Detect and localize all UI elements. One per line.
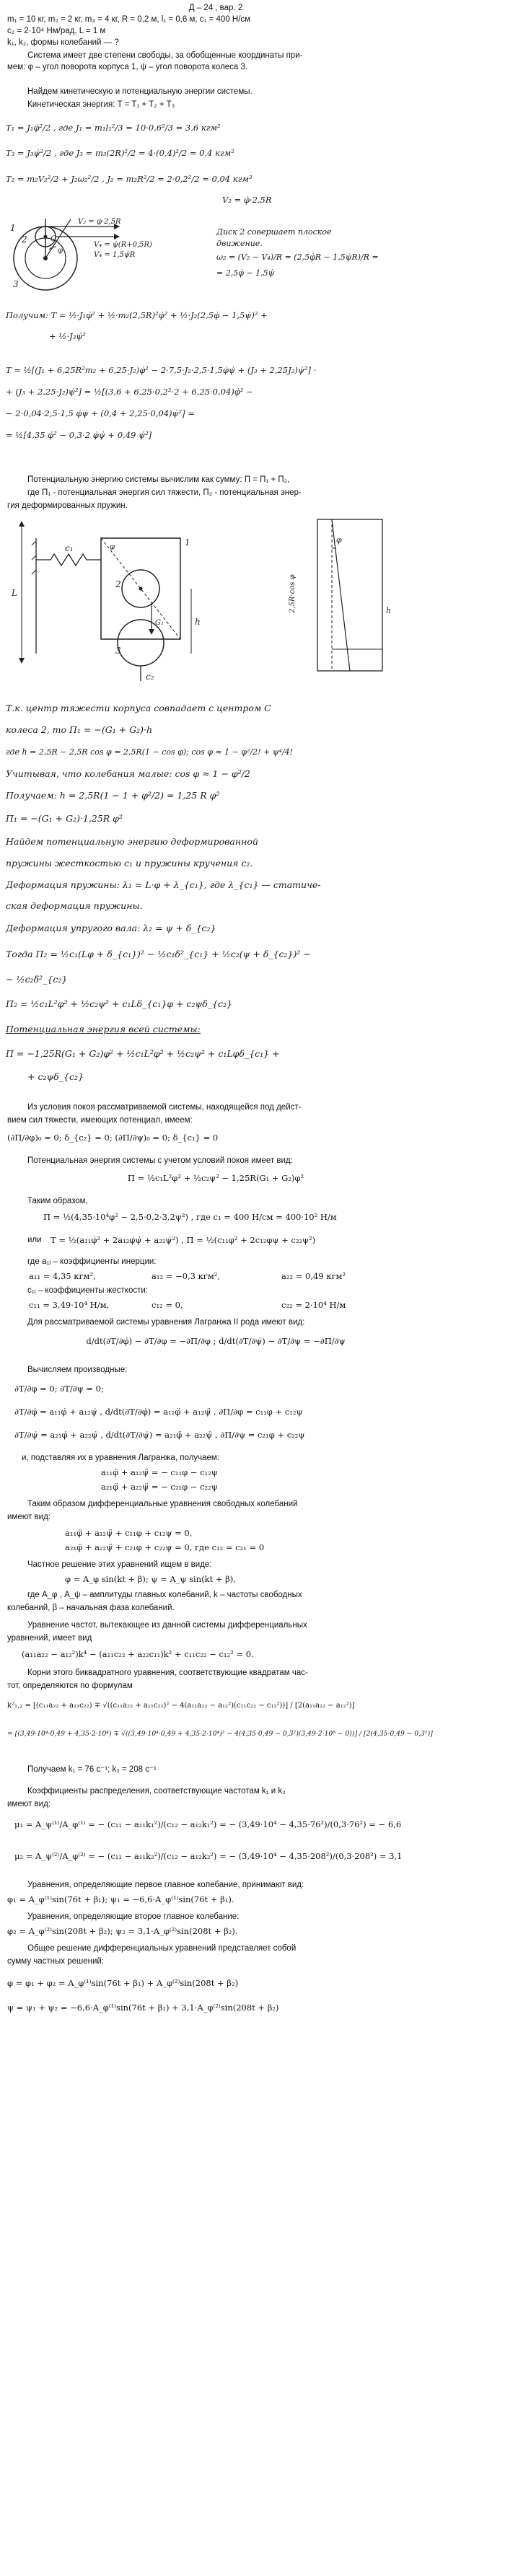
label-n2: 2 <box>115 579 121 589</box>
stiff-c12: c₁₂ = 0, <box>152 1300 183 1310</box>
rest-formula-3: T = ½(a₁₁φ̇² + 2a₁₂φ̇ψ̇ + a₂₂ψ̇²) , П = ½(c₁₁φ² + 2c₁₂φψ + c₂₂ψ²) <box>51 1235 316 1245</box>
spring-c1 <box>36 554 101 566</box>
label-1: 1 <box>10 223 16 233</box>
general-text-1: Общее решение дифференциальных уравнений представляет собой <box>27 1944 297 1953</box>
rest-text-2: вием сил тяжести, имеющих потенциал, имеем: <box>7 1116 193 1125</box>
intro-line-1: Система имеет две степени свободы, за обобщенные координаты при- <box>27 51 303 60</box>
roots-formula: k²₁,₂ = [(c₁₁a₂₂ + a₁₁c₂₂) ∓ √((c₁₁a₂₂ + a₁₁c₂₂)² − 4(a₁₁a₂₂ − a₁₂²)(c₁₁c₂₂ − c₁₂²))] / [2(a₁₁a₂₂ − a₁₂²)] <box>7 1702 355 1710</box>
label-L: L <box>12 588 17 598</box>
note-line: Диск 2 совершает плоское <box>216 227 332 237</box>
second-mode-eq: φ₂ = A_φ⁽²⁾sin(208t + β₂); ψ₂ = 3,1·A_φ⁽²⁾sin(208t + β₂). <box>7 1926 238 1936</box>
first-mode-eq: φ₁ = A_φ⁽¹⁾sin(76t + β₁); ψ₁ = −6,6·A_φ⁽¹⁾sin(76t + β₁). <box>7 1894 234 1904</box>
label-h: h <box>195 617 201 627</box>
result-2: a₂₁φ̈ + a₂₂ψ̈ = − c₂₁φ − c₂₂ψ <box>101 1482 218 1492</box>
kinetic-hw3-line: = ½[4,35 φ̇² − 0,3·2 φ̇ψ̇ + 0,49 ψ̇²] <box>6 430 152 440</box>
potential-hw-line: Т.к. центр тяжести корпуса совпадает с центром C <box>6 703 271 713</box>
potential-hw-line: пружины жесткостью c₁ и пружины кручения c₂. <box>6 858 253 869</box>
system-1: a₁₁φ̈ + a₁₂ψ̈ + c₁₁φ + c₁₂ψ = 0, <box>65 1528 193 1538</box>
figure-wheels <box>6 215 172 298</box>
stiffness-label: c₁ⱼ – коэффициенты жесткости: <box>27 1286 148 1295</box>
kinetic-hw2-line: + ½·J₃ψ̇² <box>49 331 86 341</box>
kinetic-hw3-line: T = ½[(J₁ + 6,25R²m₂ + 6,25·J₂)φ̇² − 2·7,5·J₂·2,5·1,5φ̇ψ̇ + (J₃ + 2,25J₂)ψ̇²] · <box>6 365 317 375</box>
first-mode-text: Уравнения, определяющие первое главное колебание, принимают вид: <box>27 1881 304 1889</box>
potential-text-3: гия деформированных пружин. <box>7 501 128 510</box>
coeff-text-1: Коэффициенты распределения, соответствующие частотам k₁ и k₂ <box>27 1787 286 1795</box>
figure-angle <box>274 505 426 685</box>
rest-text-1: Из условия покоя рассматриваемой системы, находящейся под дейст- <box>27 1103 302 1112</box>
kinetic-hw-line: V₂ = φ̇·2,5R <box>222 195 272 205</box>
potential-hw-line: колеса 2, то П₁ = −(G₁ + G₂)·h <box>6 724 153 735</box>
lagrange-equations: d/dt(∂T/∂φ̇) − ∂T/∂φ = −∂П/∂φ ; d/dt(∂T/∂ψ̇) − ∂T/∂ψ = −∂П/∂ψ <box>86 1336 346 1346</box>
solution-where-2: колебаний, β – начальная фаза колебаний. <box>7 1604 175 1612</box>
label-c: C <box>51 235 56 243</box>
potential-hw-line: Учитывая, что колебания малые: cos φ ≈ 1 − φ²/2 <box>6 768 250 779</box>
label-n3: 3 <box>115 646 121 656</box>
label-phi: φ <box>58 247 63 255</box>
arrow-head <box>114 234 120 239</box>
rest-formula-2: П = ½(4,35·10⁴φ² − 2,5·0,2·3,2ψ²) , где c₁ = 400 Н/см = 400·10² Н/м <box>43 1212 337 1222</box>
coeff-text-2: имеют вид: <box>7 1800 51 1808</box>
body-outline <box>317 519 382 671</box>
lagrange-text: Для рассматриваемой системы уравнения Лагранжа II рода имеют вид: <box>27 1318 305 1327</box>
mu-2: μ₂ = A_ψ⁽²⁾/A_φ⁽²⁾ = − (c₁₁ − a₁₁k₂²)/(c₁₂ − a₁₂k₂²) = − (3,49·10⁴ − 4,35·208²)/(0,3·208²) = 3,1 <box>14 1851 403 1861</box>
label-h-2: h <box>386 606 392 615</box>
label-c2: c₂ <box>146 672 154 682</box>
general-1: φ = φ₁ + φ₂ = A_φ⁽¹⁾sin(76t + β₁) + A_φ⁽²⁾sin(208t + β₂) <box>7 1978 239 1988</box>
kinetic-hw-line: T₃ = J₃ψ̇²/2 , где J₃ = m₃(2R)²/2 = 4·(0,4)²/2 = 0,4 кгм² <box>6 148 234 158</box>
potential-text-1: Потенциальную энергию системы вычислим как сумму: П = П₁ + П₂, <box>27 475 290 484</box>
derivs-label: Вычисляем производные: <box>27 1366 128 1374</box>
potential-hw-line: Получаем: h = 2,5R(1 − 1 + φ²/2) = 1,25 R φ² <box>6 790 220 801</box>
label-v2: V₂ = φ̇·2,5R <box>78 218 121 226</box>
label-n1: 1 <box>185 537 190 548</box>
general-2: ψ = ψ₁ + ψ₂ = −6,6·A_φ⁽¹⁾sin(76t + β₁) + 3,1·A_φ⁽²⁾sin(208t + β₂) <box>7 2003 279 2013</box>
kinetic-handwritten-1 <box>6 115 427 208</box>
stiff-c11: c₁₁ = 3,49·10⁴ Н/м, <box>29 1300 110 1310</box>
label-2: 2 <box>22 234 27 245</box>
potential-hw-line: + c₂ψδ_{c₂} <box>27 1071 84 1082</box>
potential-hw-line: ская деформация пружины. <box>6 900 143 911</box>
label-g: G₁ <box>155 619 164 627</box>
solution-where-1: где A_φ , A_ψ – амплитуды главных колебаний, k – частоты свободных <box>27 1591 302 1599</box>
given-line-2: c₂ = 2·10⁴ Нм/рад, L = 1 м <box>7 27 106 35</box>
rest-or: или <box>27 1236 42 1244</box>
general-text-2: сумму частных решений: <box>7 1957 105 1966</box>
kinetic-handwritten-2 <box>6 303 427 345</box>
potential-handwritten <box>6 698 427 1088</box>
angle-arc <box>49 247 56 250</box>
label-r: 2,5R·cos φ <box>289 574 297 613</box>
note-line: движение. <box>216 239 263 248</box>
figure-mechanism <box>7 516 216 682</box>
mu-1: μ₁ = A_ψ⁽¹⁾/A_φ⁽¹⁾ = − (c₁₁ − a₁₁k₁²)/(c₁₂ − a₁₂k₁²) = − (3,49·10⁴ − 4,35·76²)/(0,3·76²) = − 6,6 <box>14 1819 402 1829</box>
got-frequencies: Получаем k₁ = 76 с⁻¹; k₂ = 208 с⁻¹ <box>27 1765 157 1774</box>
potential-hw-line: Деформация упругого вала: λ₂ = ψ + δ_{c₂} <box>6 923 216 933</box>
freq-equation: (a₁₁a₂₂ − a₁₂²)k⁴ − (a₁₁c₂₂ + a₂₂c₁₁)k² + c₁₁c₂₂ − c₁₂² = 0. <box>22 1649 254 1659</box>
kinetic-hw3-line: − 2·0,04·2,5·1,5 φ̇ψ̇ + (0,4 + 2,25·0,04)ψ̇²] = <box>6 408 195 418</box>
inertia-a12: a₁₂ = −0,3 кгм², <box>152 1271 221 1281</box>
label-phi-2: φ <box>336 535 342 545</box>
given-line-1: m₁ = 10 кг, m₂ = 2 кг, m₃ = 4 кг, R = 0,2 м, l₁ = 0,6 м, c₁ = 400 Н/см <box>7 15 251 24</box>
stiff-c22: c₂₂ = 2·10⁴ Н/м <box>281 1300 346 1310</box>
potential-hw-line: − ½c₂δ²_{c₂} <box>6 974 68 985</box>
label-v4b: V₄ = 1,5ψ̇R <box>94 251 136 259</box>
subst-text: и, подставляя их в уравнения Лагранжа, получаем: <box>22 1454 219 1462</box>
solution-text: Частное решение этих уравнений ищем в виде: <box>27 1560 212 1569</box>
system-2: a₂₁φ̈ + a₂₂ψ̈ + c₂₁φ + c₂₂ψ = 0, где c₁₂ = c₂₁ = 0 <box>65 1542 265 1552</box>
potential-hw-line: Найдем потенциальную энергию деформированной <box>6 836 258 847</box>
figure-mechanism-svg <box>7 516 216 682</box>
inertia-a11: a₁₁ = 4,35 кгм², <box>29 1271 96 1281</box>
inertia-a22: a₂₂ = 0,49 кгм² <box>281 1271 346 1281</box>
label-phi: φ <box>110 543 115 551</box>
rest-formula-1: П = ½c₁L²φ² + ½c₂ψ² − 1,25R(G₁ + G₂)φ² <box>127 1173 304 1183</box>
kinetic-hw3-line: + (J₃ + 2,25·J₂)ψ̇²] = ½[(3,6 + 6,25·0,2²·2 + 6,25·0,04)φ̇² − <box>6 387 253 397</box>
rest-conditions: (∂П/∂φ)₀ = 0; δ_{c₂} = 0; (∂П/∂ψ)₀ = 0; δ_{c₁} = 0 <box>7 1133 219 1143</box>
potential-hw-line: П₁ = −(G₁ + G₂)·1,25R φ² <box>6 813 123 824</box>
label-3: 3 <box>13 279 19 289</box>
kinetic-heading: Найдем кинетическую и потенциальную энергии системы. <box>27 87 253 96</box>
note-line: = 2,5φ̇ − 1,5ψ̇ <box>216 268 275 278</box>
kinetic-handwritten-3 <box>6 359 427 446</box>
rest-text-3: Потенциальная энергия системы с учетом условий покоя имеет вид: <box>27 1156 293 1165</box>
freq-text-2: уравнений, имеет вид <box>7 1634 92 1643</box>
potential-hw-line: где h = 2,5R − 2,5R cos φ = 2,5R(1 − cos φ); cos φ ≈ 1 − φ²/2! + ψ⁴/4! <box>6 747 293 757</box>
potential-hw-line: П = −1,25R(G₁ + G₂)φ² + ½c₁L²φ² + ½c₂ψ² + c₁Lφδ_{c₁} + <box>6 1048 280 1059</box>
freq-text-1: Уравнение частот, вытекающее из данной системы дифференциальных <box>27 1621 307 1630</box>
roots-numeric: = [(3,49·10⁴·0,49 + 4,35·2·10⁴) ∓ √((3,49·10⁴·0,49 + 4,35·2·10⁴)² − 4(4,35·0,49 − 0,3²)(3,49·2·10⁸ − 0))] / [2(4,35·0,49 − 0,3²)] <box>7 1730 433 1738</box>
label-c1: c₁ <box>65 543 74 553</box>
diff-text-2: имеют вид: <box>7 1513 51 1521</box>
derivs-2: ∂T/∂φ̇ = a₁₁φ̇ + a₁₂ψ̇ , d/dt(∂T/∂φ̇) = a₁₁φ̈ + a₁₂ψ̈ , ∂П/∂φ = c₁₁φ + c₁₂ψ <box>14 1407 303 1417</box>
derivs-1: ∂T/∂φ = 0; ∂T/∂ψ = 0; <box>14 1384 104 1394</box>
figure-wheels-svg <box>6 215 172 298</box>
result-1: a₁₁φ̈ + a₁₂ψ̈ = − c₁₁φ − c₁₂ψ <box>101 1467 218 1477</box>
solution-form: φ = A_φ sin(kt + β); ψ = A_ψ sin(kt + β), <box>65 1574 236 1584</box>
kinetic-hw2-line: Получим: T = ½·J₁φ̇² + ½·m₂(2,5R)²φ̇² + ½·J₂(2,5φ̇ − 1,5ψ̇)² + <box>6 310 268 320</box>
label-v4: V₄ = ψ̇(R+0,5R) <box>94 241 152 249</box>
roots-text-2: тот, определяются по формулам <box>7 1682 133 1690</box>
derivs-3: ∂T/∂ψ̇ = a₂₁φ̇ + a₂₂ψ̇ , d/dt(∂T/∂ψ̇) = a₂₁φ̈ + a₂₂ψ̈ , ∂П/∂ψ = c₂₁φ + c₂₂ψ <box>14 1430 305 1440</box>
second-mode-text: Уравнения, определяющие второе главное колебание: <box>27 1912 240 1921</box>
page-title: Д – 24 , вар. 2 <box>188 4 243 12</box>
rest-where: где a₁ⱼ – коэффициенты инерции: <box>27 1257 157 1266</box>
roots-text-1: Корни этого биквадратного уравнения, соответствующие квадратам час- <box>27 1669 308 1677</box>
given-line-3: k₁, k₂, формы колебаний — ? <box>7 38 119 47</box>
diff-text-1: Таким образом дифференциальные уравнения свободных колебаний <box>27 1500 298 1508</box>
potential-hw-line: Потенциальная энергия всей системы: <box>6 1024 201 1034</box>
kinetic-hw-line: T₂ = m₂V₂²/2 + J₂ω₂²/2 , J₂ = m₂R²/2 = 2·0,2²/2 = 0,04 кгм² <box>6 174 253 184</box>
potential-hw-line: П₂ = ½c₁L²φ² + ½c₂ψ² + c₁Lδ_{c₁}φ + c₂ψδ_{c₂} <box>6 998 233 1009</box>
pivot <box>43 256 48 260</box>
kinetic-note <box>216 227 426 281</box>
figure-angle-svg <box>274 505 426 685</box>
potential-hw-line: Тогда П₂ = ½c₁(Lφ + δ_{c₁})² − ½c₁δ²_{c₁} + ½c₂(ψ + δ_{c₂})² − <box>6 949 311 959</box>
kinetic-hw-line: T₁ = J₁φ̇²/2 , где J₁ = m₁l₁²/3 = 10·0,6²/3 = 3,6 кгм² <box>6 123 221 133</box>
kinetic-subheading: Кинетическая энергия: T = T₁ + T₂ + T₃ <box>27 100 175 109</box>
potential-hw-line: Деформация пружины: λ₁ = L·φ + λ_{c₁}, где λ_{c₁} — статиче- <box>6 879 321 890</box>
rest-thus: Таким образом, <box>27 1197 88 1205</box>
note-line: ω₂ = (V₂ − V₄)/R = (2,5φ̇R − 1,5ψ̇R)/R = <box>216 252 379 262</box>
potential-text-2: где П₁ - потенциальная энергия сил тяжести, П₂ - потенциальная энер- <box>27 488 302 497</box>
intro-line-2: мем: φ – угол поворота корпуса 1, ψ – угол поворота колеса 3. <box>7 63 248 71</box>
